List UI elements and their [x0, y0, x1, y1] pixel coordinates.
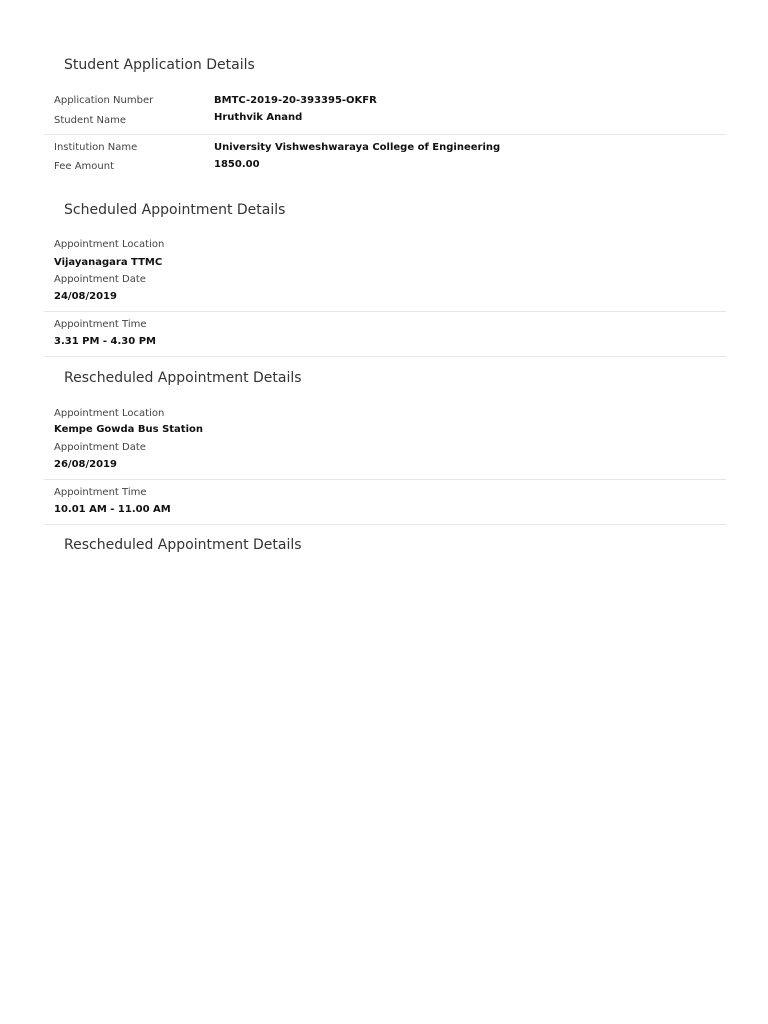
fee-amount-label: Fee Amount: [54, 161, 114, 172]
institution-name-label: Institution Name: [54, 142, 138, 153]
fee-amount-value: 1850.00: [214, 159, 260, 170]
rescheduled-time-value: 10.01 AM - 11.00 AM: [54, 504, 171, 515]
divider: [44, 311, 726, 312]
rescheduled-time-label: Appointment Time: [54, 487, 147, 498]
application-number-value: BMTC-2019-20-393395-OKFR: [214, 95, 377, 106]
scheduled-appointment-title: Scheduled Appointment Details: [64, 202, 286, 218]
divider: [44, 356, 726, 357]
divider: [44, 134, 726, 135]
application-number-label: Application Number: [54, 95, 154, 106]
rescheduled-appointment-title: Rescheduled Appointment Details: [64, 370, 302, 386]
scheduled-date-value: 24/08/2019: [54, 291, 117, 302]
divider: [44, 524, 726, 525]
rescheduled-date-value: 26/08/2019: [54, 459, 117, 470]
student-name-label: Student Name: [54, 115, 127, 126]
divider: [44, 479, 726, 480]
rescheduled-location-label: Appointment Location: [54, 408, 165, 419]
rescheduled-appointment-2-title: Rescheduled Appointment Details: [64, 537, 302, 553]
institution-name-value: University Vishweshwaraya College of Engineering: [214, 142, 501, 153]
rescheduled-date-label: Appointment Date: [54, 442, 146, 453]
scheduled-time-label: Appointment Time: [54, 319, 147, 330]
scheduled-location-label: Appointment Location: [54, 239, 165, 250]
scheduled-time-value: 3.31 PM - 4.30 PM: [54, 336, 156, 347]
student-application-title: Student Application Details: [64, 57, 255, 73]
scheduled-date-label: Appointment Date: [54, 274, 146, 285]
scheduled-location-value: Vijayanagara TTMC: [54, 257, 163, 268]
rescheduled-location-value: Kempe Gowda Bus Station: [54, 424, 204, 435]
student-name-value: Hruthvik Anand: [214, 112, 303, 123]
